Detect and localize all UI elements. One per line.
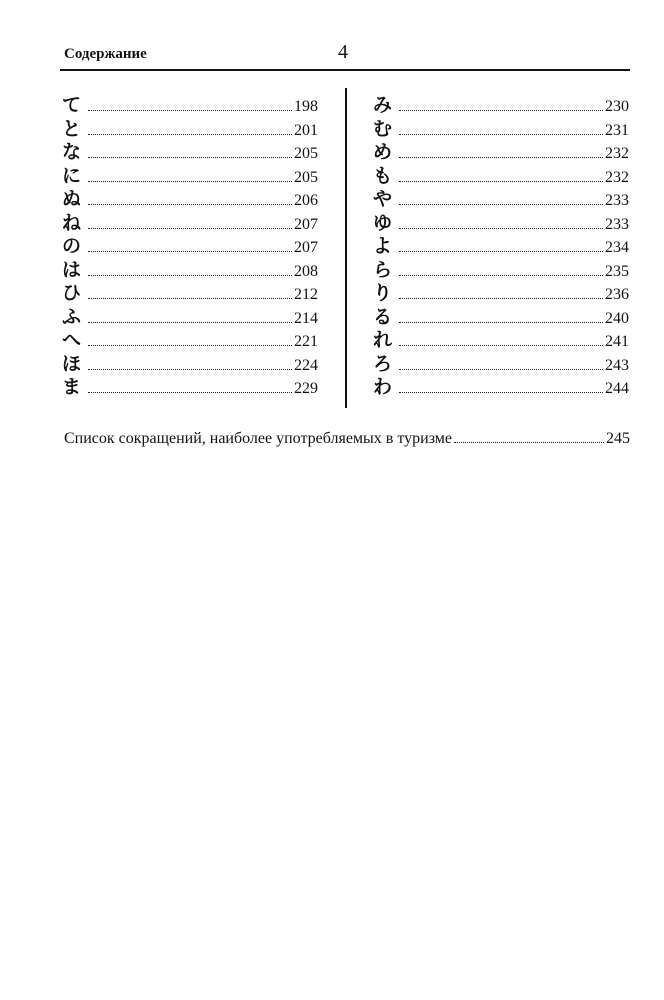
toc-entry-label: な (62, 141, 82, 163)
toc-entry-label: る (373, 305, 393, 328)
toc-entry (62, 259, 318, 283)
toc-entry-page: 205 (294, 168, 318, 186)
header-rule (60, 69, 630, 71)
toc-entry (62, 94, 318, 118)
toc-entry-page: 232 (605, 145, 629, 162)
toc-entry (373, 376, 629, 400)
toc-entry-label: れ (373, 329, 393, 351)
toc-left-column (62, 94, 318, 400)
dot-leader (88, 133, 292, 135)
toc-entry (373, 141, 629, 165)
dot-leader (88, 227, 292, 229)
toc-entry-label: や (373, 188, 393, 210)
toc-entry-page: 205 (294, 145, 318, 162)
dot-leader (399, 274, 603, 276)
toc-entry-label: ら (373, 258, 393, 281)
dot-leader (88, 156, 292, 158)
toc-entry (62, 235, 318, 259)
toc-entry-label: め (373, 141, 393, 163)
toc-entry-page: 198 (294, 98, 318, 115)
toc-entry (373, 212, 629, 236)
toc-entry-page: 243 (605, 356, 629, 374)
toc-entry (62, 141, 318, 165)
dot-leader (88, 274, 292, 276)
toc-right-column (373, 94, 629, 400)
toc-entry-label: も (373, 164, 393, 187)
toc-entry-page: 230 (605, 98, 629, 115)
toc-entry (373, 306, 629, 330)
toc-entry (62, 118, 318, 142)
toc-entry-page: 241 (605, 333, 629, 350)
toc-entry (373, 118, 629, 142)
dot-leader (399, 321, 603, 323)
toc-entry-page: 207 (294, 215, 318, 233)
toc-entry (373, 329, 629, 353)
dot-leader (399, 180, 603, 182)
toc-entry-label: ひ (62, 282, 82, 304)
toc-entry-label: ぬ (62, 188, 82, 210)
dot-leader (399, 203, 603, 205)
toc-entry (62, 282, 318, 306)
toc-entry-label: み (373, 94, 393, 116)
dot-leader (88, 344, 292, 346)
toc-entry-page: 206 (294, 192, 318, 209)
toc-entry-page: 240 (605, 309, 629, 327)
toc-entry-page: 214 (294, 309, 318, 327)
toc-entry-label: ま (62, 376, 82, 398)
page-number: 4 (338, 41, 348, 63)
toc-entry-label: り (373, 282, 393, 304)
toc-entry (373, 94, 629, 118)
toc-entry-label: よ (373, 235, 393, 257)
toc-entry-page: 232 (605, 168, 629, 186)
toc-entry (62, 212, 318, 236)
toc-entry-page: 224 (294, 356, 318, 374)
toc-footer-entry (64, 428, 630, 450)
dot-leader (88, 321, 292, 323)
toc-entry (373, 282, 629, 306)
toc-entry (373, 259, 629, 283)
column-divider (345, 88, 347, 408)
toc-entry-page: 229 (294, 380, 318, 397)
toc-entry-label: と (62, 117, 82, 140)
dot-leader (399, 250, 603, 252)
dot-leader (88, 203, 292, 205)
toc-entry-label: ほ (62, 352, 82, 375)
toc-entry-label: ゆ (373, 211, 393, 234)
running-header-title: Содержание (64, 46, 147, 62)
toc-entry-page: 236 (605, 286, 629, 303)
toc-entry (62, 353, 318, 377)
toc-entry-page: 212 (294, 286, 318, 303)
toc-entry-label: ふ (62, 305, 82, 328)
toc-entry (62, 165, 318, 189)
toc-entry (373, 165, 629, 189)
dot-leader (88, 109, 292, 111)
toc-entry-page: 233 (605, 215, 629, 233)
dot-leader (88, 180, 292, 182)
toc-entry-page: 207 (294, 239, 318, 256)
dot-leader (399, 156, 603, 158)
toc-entry-label: て (62, 94, 82, 116)
toc-entry-label: む (373, 117, 393, 140)
dot-leader (88, 297, 292, 299)
toc-entry-page: 234 (605, 239, 629, 256)
dot-leader (454, 441, 604, 443)
dot-leader (399, 297, 603, 299)
toc-entry-page: 233 (605, 192, 629, 209)
dot-leader (88, 391, 292, 393)
toc-entry-page: 231 (605, 121, 629, 139)
toc-entry-label: に (62, 164, 82, 187)
toc-entry-page: 201 (294, 121, 318, 139)
toc-entry-page: 221 (294, 333, 318, 350)
toc-entry-label: は (62, 258, 82, 281)
toc-entry (373, 353, 629, 377)
toc-entry-page: 244 (605, 380, 629, 397)
dot-leader (399, 344, 603, 346)
toc-entry-page: 235 (605, 262, 629, 280)
toc-entry (62, 376, 318, 400)
dot-leader (399, 109, 603, 111)
dot-leader (399, 368, 603, 370)
toc-entry-label: わ (373, 376, 393, 398)
dot-leader (399, 227, 603, 229)
toc-entry (62, 329, 318, 353)
dot-leader (399, 391, 603, 393)
toc-footer-page: 245 (606, 430, 630, 447)
toc-entry (373, 235, 629, 259)
dot-leader (88, 368, 292, 370)
toc-entry-page: 208 (294, 262, 318, 280)
toc-entry (62, 306, 318, 330)
toc-entry-label: ろ (373, 352, 393, 375)
toc-footer-text: Список сокращений, наиболее употребляемых в туризме (64, 430, 453, 447)
toc-entry (373, 188, 629, 212)
toc-entry-label: ね (62, 211, 82, 234)
dot-leader (399, 133, 603, 135)
toc-entry (62, 188, 318, 212)
toc-entry-label: へ (62, 329, 82, 351)
dot-leader (88, 250, 292, 252)
toc-entry-label: の (62, 235, 82, 257)
